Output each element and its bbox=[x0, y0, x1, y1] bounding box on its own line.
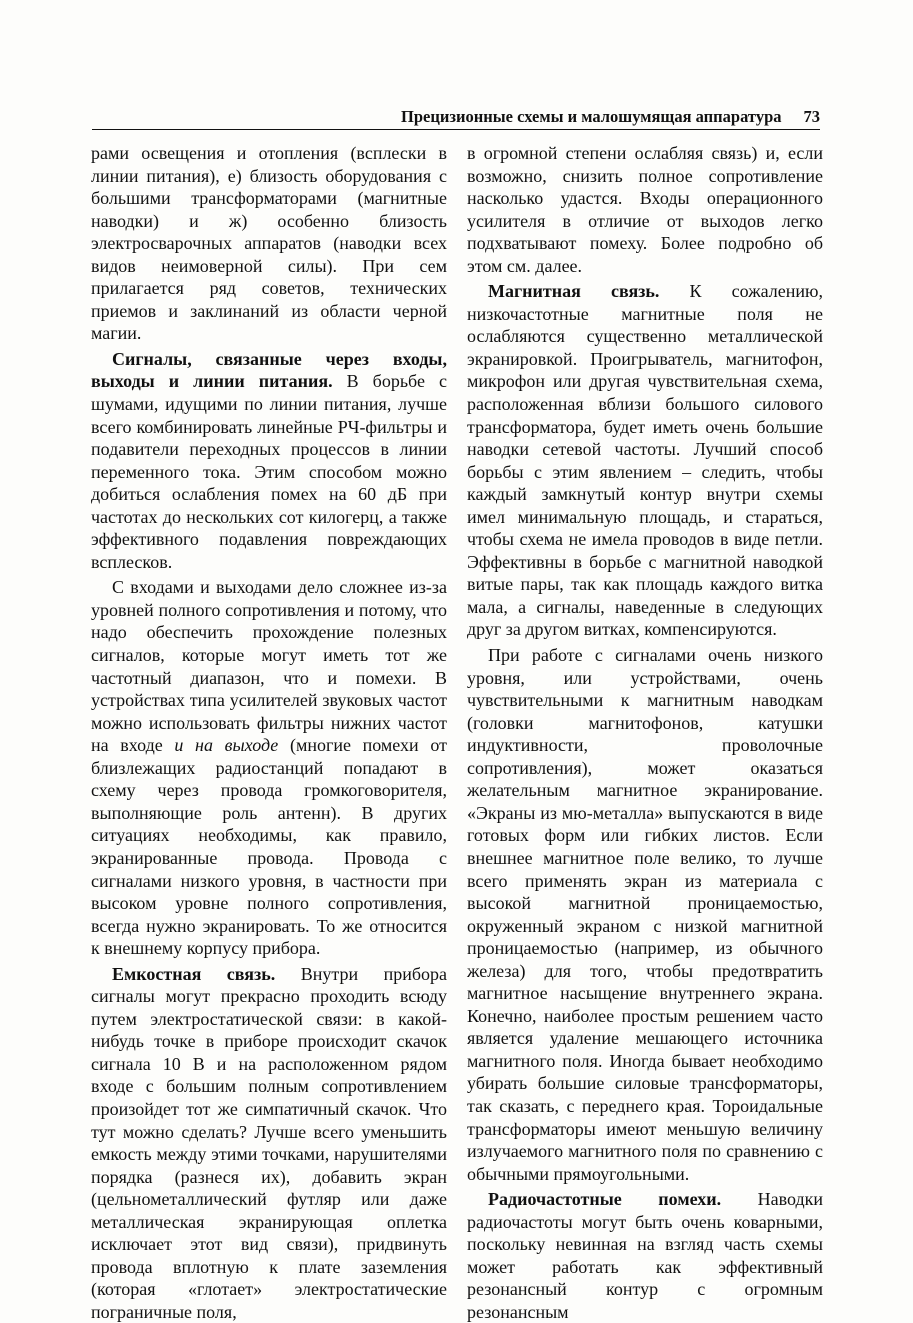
running-head bbox=[92, 103, 820, 130]
page-number: 73 bbox=[803, 107, 820, 126]
paragraph bbox=[467, 142, 823, 277]
paragraph bbox=[91, 963, 447, 1323]
paragraph-text: в огромной степени ослабляя связь) и, если возможно, снизить полное сопротивление насколько удастся. Входы операционного усилителя в отличие от выходов легко подхватывают помеху. Более подробно об этом см. далее. bbox=[467, 143, 823, 276]
paragraph bbox=[91, 142, 447, 345]
right-column bbox=[467, 142, 823, 1323]
paragraph-text: При работе с сигналами очень низкого уровня, или устройствами, очень чувствительными к магнитным наводкам (головки магнитофонов, катушки индуктивности, проволочные сопротивления), может оказаться желательным магнитное экранирование. «Экраны из мю-металла» выпускаются в виде готовых форм или гибких листов. Если внешнее магнитное поле велико, то лучше всего применять экран из материала с высокой магнитной проницаемостью, окруженный экраном с низкой магнитной проницаемостью (например, из обычного железа) для того, чтобы предотвратить магнитное насыщение внутреннего экрана. Конечно, наиболее простым решением часто является удаление мешающего источника магнитного поля. Иногда бывает необходимо убирать большие силовые трансформаторы, так сказать, с переднего края. Тороидальные трансформаторы имеют меньшую величину излучаемого магнитного поля по сравнению с обычными прямоугольными. bbox=[467, 645, 823, 1184]
paragraph-text: Внутри прибора сигналы могут прекрасно проходить всюду путем электростатической связи: в какой-нибудь точке в приборе происходит скачок сигнала 10 В и на расположенном рядом входе с большим полным сопротивлением произойдет тот же симпатичный скачок. Что тут можно сделать? Лучше всего уменьшить емкость между этими точками, нарушителями порядка (разнеся их), добавить экран (цельнометаллический футляр или даже металлическая экранирующая оплетка исключает этот вид связи), придвинуть провода вплотную к плате заземления (которая «глотает» электростатические пограничные поля, bbox=[91, 963, 447, 1322]
paragraph bbox=[467, 280, 823, 641]
section-heading: Магнитная связь. bbox=[488, 281, 660, 302]
paragraph-text: Наводки радиочастоты могут быть очень коварными, поскольку невинная на взгляд часть схемы может работать как эффективный резонансный контур с огромным резонансным bbox=[467, 1189, 823, 1322]
running-head-title: Прецизионные схемы и малошумящая аппаратура bbox=[401, 107, 782, 126]
paragraph-text: С входами и выходами дело сложнее из-за уровней полного сопротивления и потому, что надо обеспечить прохождение полезных сигналов, которые могут иметь тот же частотный диапазон, что и помехи. В устройствах типа усилителей звуковых частот можно использовать фильтры нижних частот на входе bbox=[91, 577, 447, 756]
paragraph bbox=[91, 576, 447, 959]
section-heading: Сигналы, связанные через входы, выходы и линии питания. bbox=[91, 348, 447, 392]
paragraph bbox=[467, 1188, 823, 1323]
section-heading: Радиочастотные помехи. bbox=[488, 1189, 722, 1210]
paragraph bbox=[467, 644, 823, 1185]
paragraph-text: (многие помехи от близлежащих радиостанций попадают в схему через провода громкоговорителя, выполняющие роль антенн). В других ситуациях необходимы, как правило, экранированные провода. Провода с сигналами низкого уровня, в частности при высоком уровне полного сопротивления, всегда нужно экранировать. То же относится к внешнему корпусу прибора. bbox=[91, 735, 447, 959]
paragraph-text: рами освещения и отопления (всплески в линии питания), е) близость оборудования с большими трансформаторами (магнитные наводки) и ж) особенно близость электросварочных аппаратов (наводки всех видов неимоверной силы). При сем прилагается ряд советов, технических приемов и заклинаний из области черной магии. bbox=[91, 143, 447, 344]
paragraph-text: К сожалению, низкочастотные магнитные поля не ослабляются существенно металлической экранировкой. Проигрыватель, магнитофон, микрофон или другая чувствительная схема, расположенная вблизи большого силового трансформатора, будет иметь очень большие наводки сетевой частоты. Лучший способ борьбы с этим явлением – следить, чтобы каждый замкнутый контур внутри схемы имел минимальную площадь, и стараться, чтобы схема не имела проводов в виде петли. Эффективны в борьбе с магнитной наводкой витые пары, так как площадь каждого витка мала, а сигналы, наведенные в следующих друг за другом витках, компенсируются. bbox=[467, 281, 823, 640]
left-column bbox=[91, 142, 447, 1323]
emphasis-text: и на выходе bbox=[174, 735, 279, 756]
section-heading: Емкостная связь. bbox=[112, 963, 276, 984]
paragraph-text: В борьбе с шумами, идущими по линии питания, лучше всего комбинировать линейные РЧ-фильтры и подавители переходных процессов в линии переменного тока. Этим способом можно добиться ослабления помех на 60 дБ при частотах до нескольких сот килогерц, а также эффективного подавления повреждающих всплесков. bbox=[91, 371, 447, 572]
paragraph bbox=[91, 348, 447, 573]
